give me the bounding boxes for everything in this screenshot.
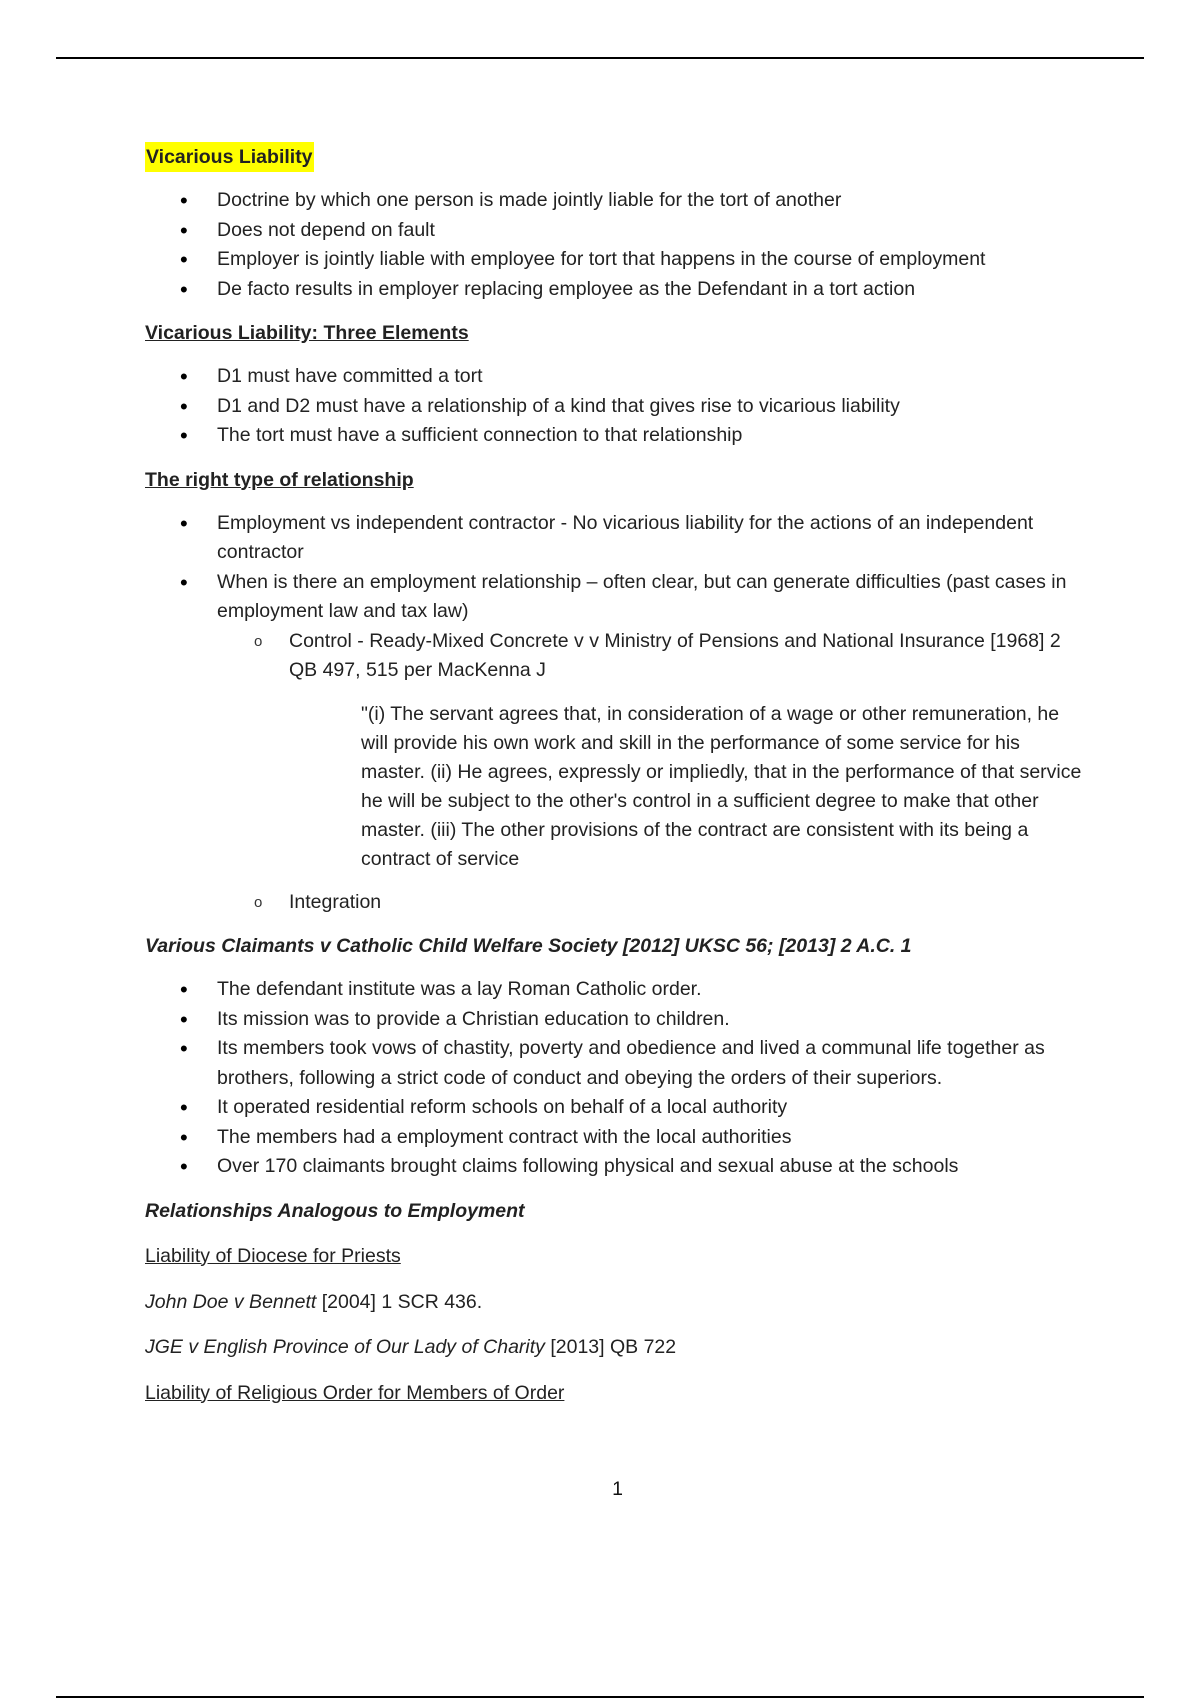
bullet-list-case-facts bbox=[145, 975, 1085, 1182]
case-reference bbox=[145, 1332, 1085, 1362]
bullet-list-definition bbox=[145, 186, 1085, 304]
section-heading-vicarious-liability bbox=[145, 142, 1085, 172]
list-item: • The members had a employment contract with the local authorities bbox=[217, 1123, 1085, 1153]
case-reference bbox=[145, 1287, 1085, 1317]
header-rule bbox=[56, 57, 1144, 59]
section-heading-analogous: Relationships Analogous to Employment bbox=[145, 1199, 525, 1222]
case-citation: [2004] 1 SCR 436. bbox=[316, 1290, 483, 1313]
list-item: • Over 170 claimants brought claims following physical and sexual abuse at the schools bbox=[217, 1152, 1085, 1182]
bullet-list-elements bbox=[145, 362, 1085, 451]
document-body bbox=[145, 142, 1085, 1408]
block-quote: "(i) The servant agrees that, in consideration of a wage or other remuneration, he will provide his own work and skill in the performance of some service for his master. (ii) He agrees, expressly or impliedly, that in the performance of that service he will be subject to the other's control in a sufficient degree to make that other master. (iii) The other provisions of the contract are consistent with its being a contract of service bbox=[361, 702, 1082, 870]
list-item: • It operated residential reform schools on behalf of a local authority bbox=[217, 1093, 1085, 1123]
list-item: • Employment vs independent contractor - No vicarious liability for the actions of an independent contractor bbox=[217, 509, 1085, 568]
section-heading-three-elements: Vicarious Liability: Three Elements bbox=[145, 322, 469, 344]
list-item: • The tort must have a sufficient connection to that relationship bbox=[217, 421, 1085, 451]
sub-list-item: o Integration bbox=[289, 888, 1085, 918]
list-item-text: When is there an employment relationship – often clear, but can generate difficulties (past cases in employment law and tax law) bbox=[217, 570, 1067, 622]
list-item: • Its members took vows of chastity, poverty and obedience and lived a communal life together as brothers, following a strict code of conduct and obeying the orders of their superiors. bbox=[217, 1034, 1085, 1093]
case-name: Various Claimants v Catholic Child Welfare Society bbox=[145, 935, 618, 957]
sub-list-item-text: Control - Ready-Mixed Concrete v v Ministry of Pensions and National Insurance [1968] 2 QB 497, 515 per MacKenna J bbox=[289, 629, 1061, 681]
case-name: John Doe v Bennett bbox=[145, 1290, 317, 1313]
subheading-religious-order: Liability of Religious Order for Members of Order bbox=[145, 1381, 565, 1404]
page-number: 1 bbox=[612, 1478, 623, 1500]
list-item: • Does not depend on fault bbox=[217, 216, 1085, 246]
footer-rule bbox=[56, 1696, 1144, 1698]
case-heading bbox=[145, 931, 1085, 961]
sub-bullet-list bbox=[217, 627, 1085, 918]
section-heading-relationship: The right type of relationship bbox=[145, 468, 414, 491]
list-item: • Its mission was to provide a Christian education to children. bbox=[217, 1005, 1085, 1035]
bullet-list-relationship bbox=[145, 509, 1085, 918]
highlighted-heading: Vicarious Liability bbox=[145, 142, 314, 172]
list-item: • Doctrine by which one person is made jointly liable for the tort of another bbox=[217, 186, 1085, 216]
case-citation: [2012] UKSC 56; [2013] 2 A.C. 1 bbox=[617, 935, 912, 957]
list-item: • Employer is jointly liable with employee for tort that happens in the course of employment bbox=[217, 245, 1085, 275]
case-citation: [2013] QB 722 bbox=[544, 1335, 677, 1358]
list-item bbox=[217, 568, 1085, 918]
list-item: • De facto results in employer replacing employee as the Defendant in a tort action bbox=[217, 275, 1085, 305]
list-item: • D1 and D2 must have a relationship of a kind that gives rise to vicarious liability bbox=[217, 392, 1085, 422]
sub-list-item bbox=[289, 627, 1085, 874]
subheading-diocese: Liability of Diocese for Priests bbox=[145, 1244, 401, 1267]
case-name: JGE v English Province of Our Lady of Charity bbox=[145, 1335, 545, 1358]
list-item: • The defendant institute was a lay Roman Catholic order. bbox=[217, 975, 1085, 1005]
list-item: • D1 must have committed a tort bbox=[217, 362, 1085, 392]
